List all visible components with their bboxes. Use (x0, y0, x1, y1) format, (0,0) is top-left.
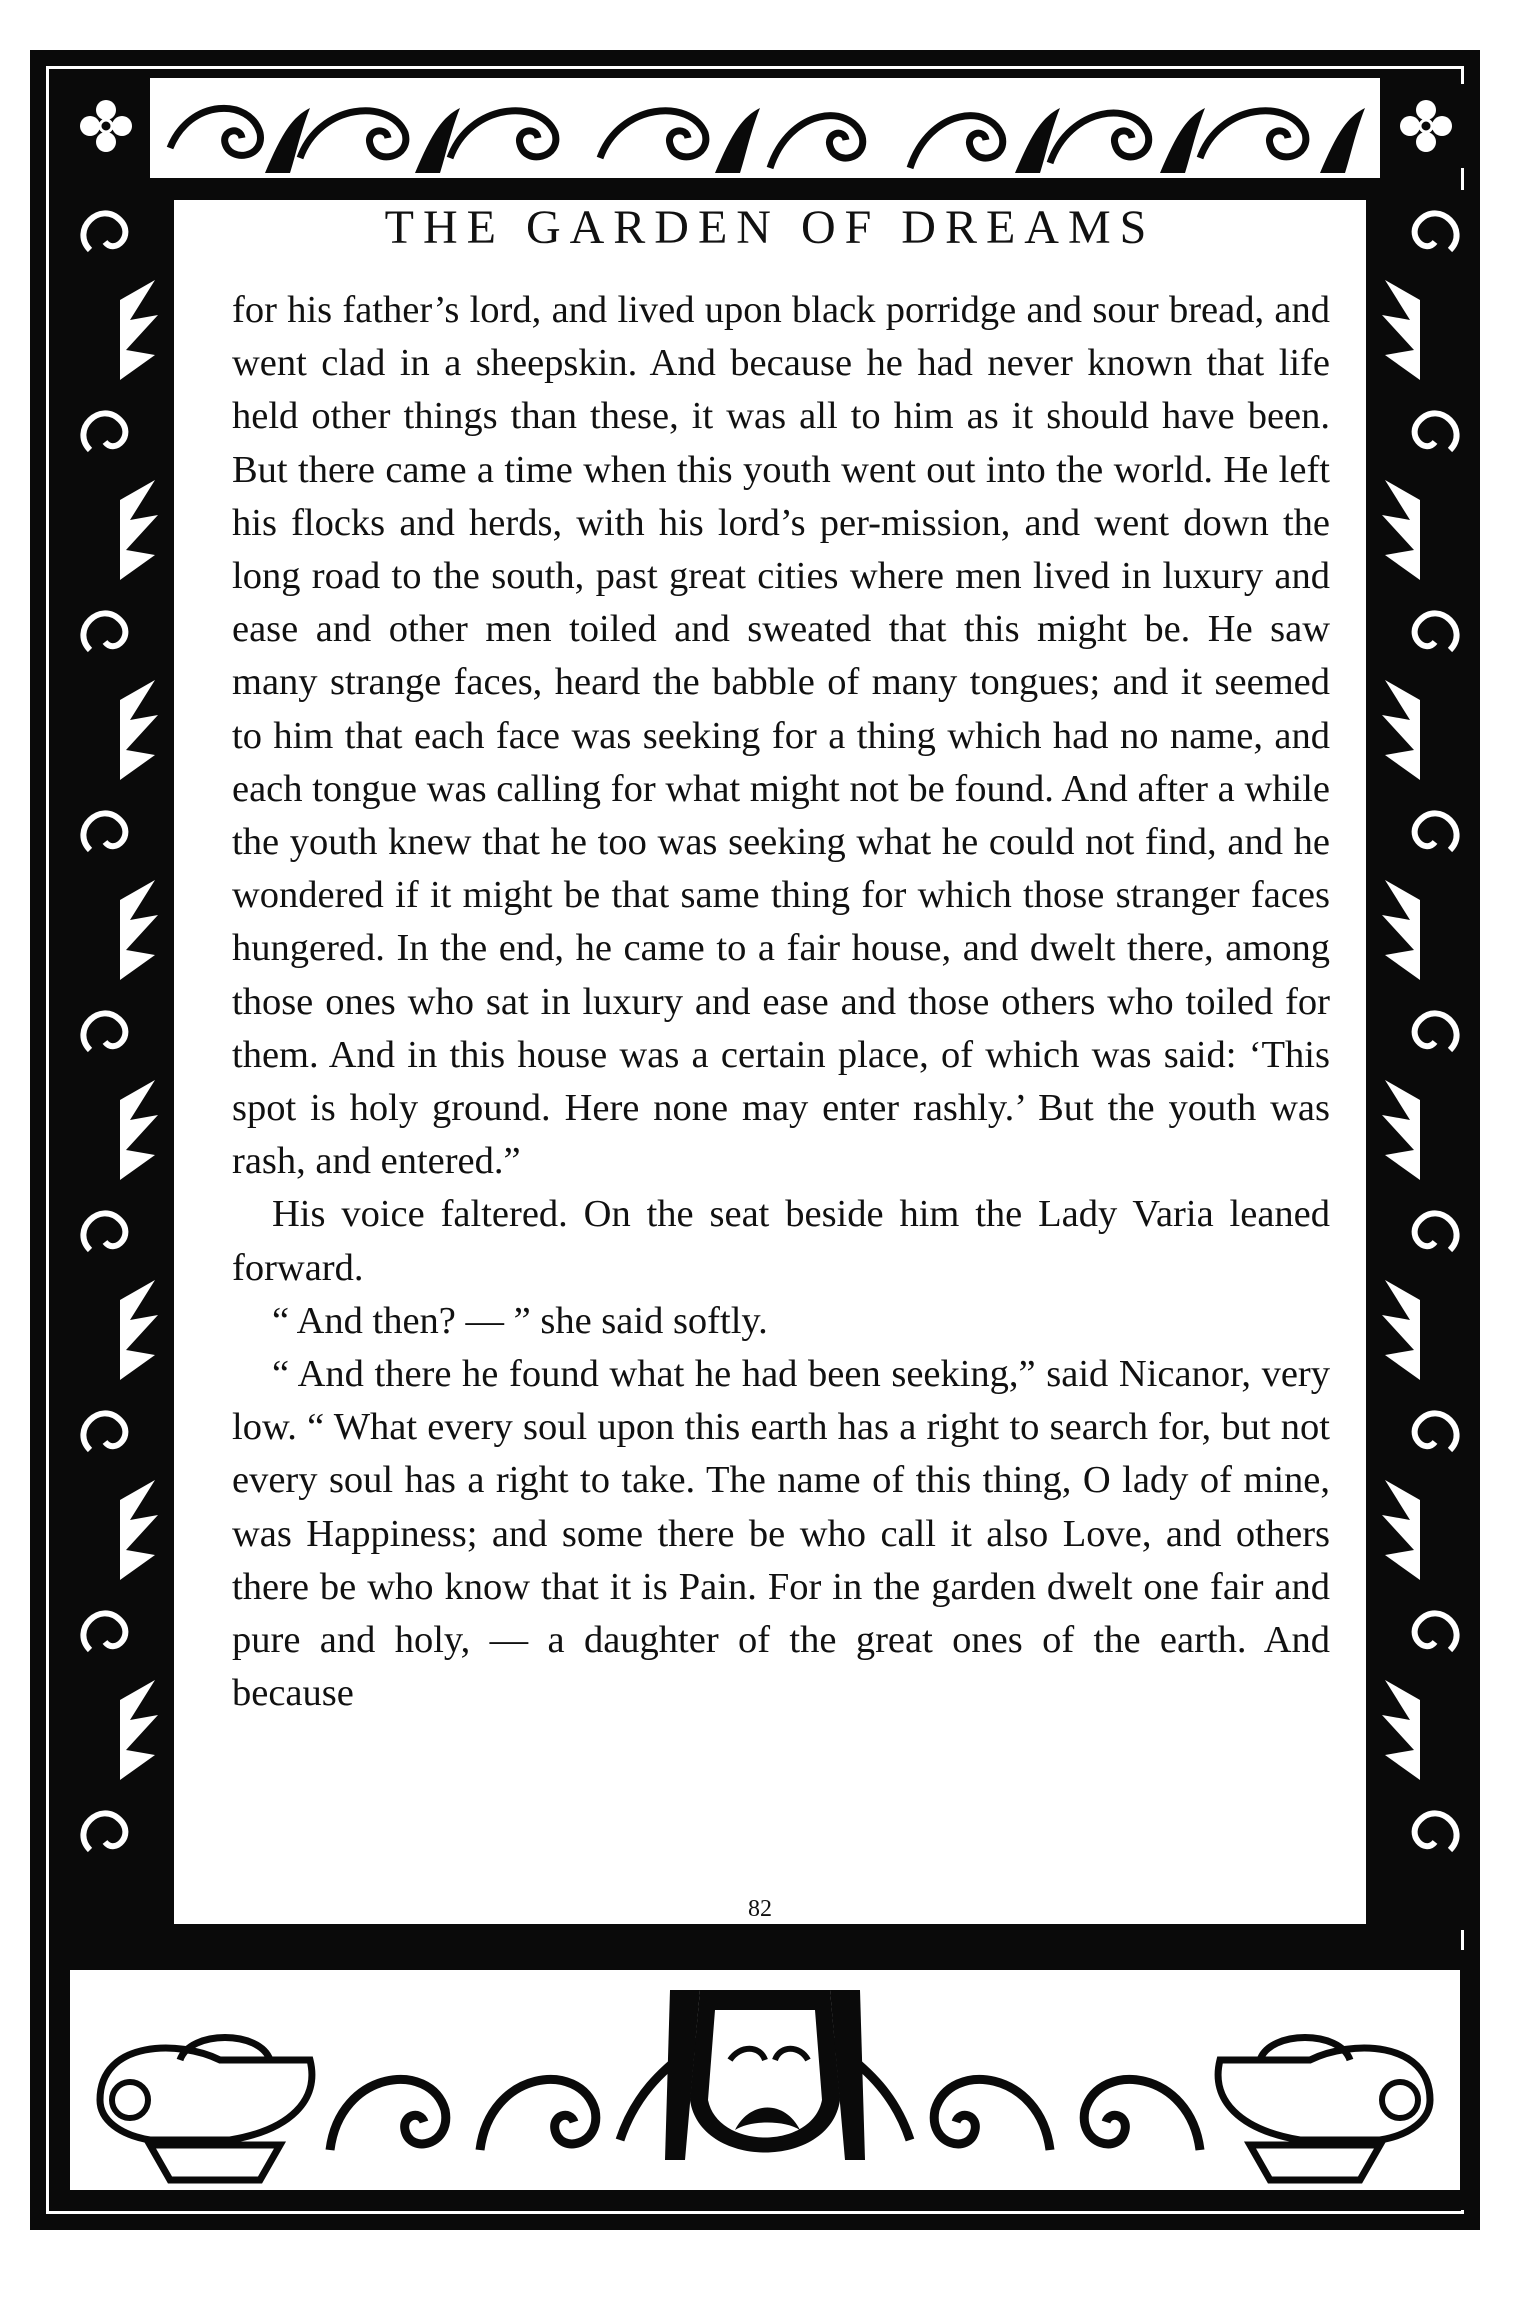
paragraph: “ And then? — ” she said softly. (272, 1299, 768, 1342)
paragraph: “ And there he found what he had been seeking,” said Nicanor, very low. “ What every soul upon this earth has a right to search for, but not every soul has a right to take. The name of this thing, O lady of mine, was Happiness; and some there be who call it also Love, and others there be who know that it is Pain. For in the garden dwelt one fair and pure and holy, — a daughter of the great ones of the earth. And because (232, 1353, 1330, 1715)
corner-rosette-top-right (1384, 84, 1468, 168)
paragraph: for his father’s lord, and lived upon black porridge and sour bread, and went clad in a sheepskin. And because he had never known that life held other things than these, it was all to him as it should have been. But there came a time when this youth went out into the world. He left his flocks and herds, with his lord’s per-mission, and went down the long road to the south, past great cities where men lived in luxury and ease and other men toiled and sweated that this might be. He saw many strange faces, heard the babble of many tongues; and it seemed to him that each face was seeking for a thing which had no name, and each tongue was calling for what might not be found. And after a while the youth knew that he too was seeking what he could not find, and he wondered if it might be that same thing for which those stranger faces hungered. In the end, he came to a fair house, and dwelt there, among those ones who sat in luxury and ease and those others who toiled for them. And in this house was a certain place, of which was said: ‘This spot is holy ground. Here none may enter rashly.’ But the youth was rash, and entered.” (232, 289, 1330, 1183)
right-side-ornament (1376, 190, 1480, 1930)
rosette-icon (1390, 90, 1462, 162)
body-text (232, 284, 1330, 1720)
running-head: THE GARDEN OF DREAMS (384, 201, 1156, 254)
paragraph: His voice faltered. On the seat beside him the Lady Varia leaned forward. (232, 1193, 1330, 1289)
page-number: 82 (748, 1896, 772, 1922)
top-scroll-ornament (150, 78, 1380, 188)
bottom-ornament-band (60, 1950, 1470, 2210)
rosette-icon (70, 90, 142, 162)
corner-rosette-top-left (64, 84, 148, 168)
left-side-ornament (60, 190, 164, 1930)
